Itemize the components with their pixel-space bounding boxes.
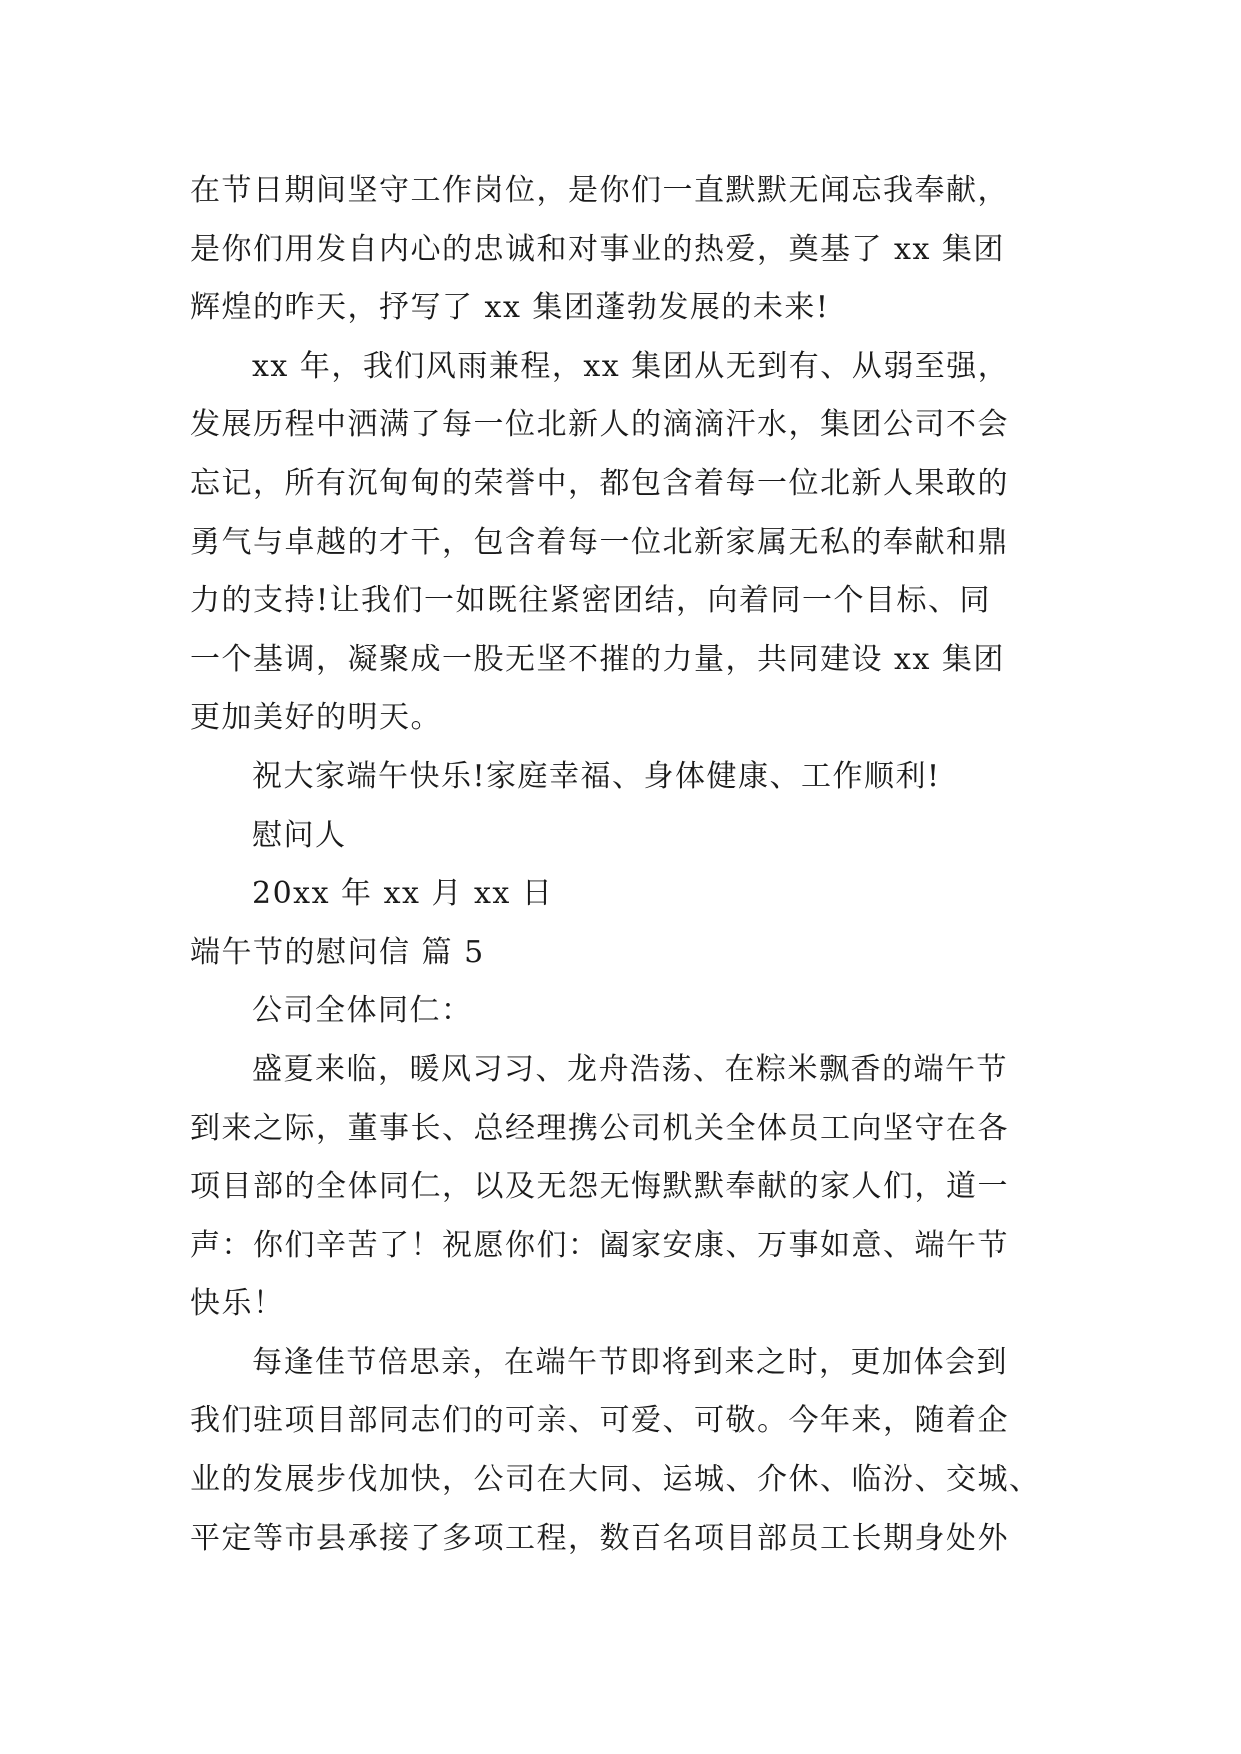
text-line: 辉煌的昨天，抒写了 xx 集团蓬勃发展的未来! [190,290,830,326]
text-line: 声：你们辛苦了！祝愿你们：阖家安康、万事如意、端午节 [190,1227,1009,1263]
text-line: 祝大家端午快乐!家庭幸福、身体健康、工作顺利! [252,758,941,794]
text-line: 盛夏来临，暖风习习、龙舟浩荡、在粽米飘香的端午节 [252,1051,1008,1087]
text-line: 在节日期间坚守工作岗位，是你们一直默默无闻忘我奉献， [190,173,1009,208]
text-line: 发展历程中洒满了每一位北新人的滴滴汗水，集团公司不会 [190,407,1009,443]
signature-line: 慰问人 [252,817,347,853]
text-line: 忘记，所有沉甸甸的荣誉中，都包含着每一位北新人果敢的 [190,465,1009,501]
text-line: 力的支持!让我们一如既往紧密团结，向着同一个目标、同 [190,583,992,619]
document-body [190,162,1056,1568]
text-line: 业的发展步伐加快，公司在大同、运城、介休、临汾、交城、 [190,1462,1041,1498]
text-line: 更加美好的明天。 [190,700,442,736]
salutation-line: 公司全体同仁： [252,993,473,1029]
text-line: 我们驻项目部同志们的可亲、可爱、可敬。今年来，随着企 [190,1403,1009,1439]
text-line: 每逢佳节倍思亲，在端午节即将到来之时，更加体会到 [252,1344,1008,1380]
text-line: 一个基调，凝聚成一股无坚不摧的力量，共同建设 xx 集团 [190,641,1005,677]
text-line: xx 年，我们风雨兼程，xx 集团从无到有、从弱至强， [252,348,1010,384]
text-line: 是你们用发自内心的忠诚和对事业的热爱，奠基了 xx 集团 [190,231,1005,267]
date-line: 20xx 年 xx 月 xx 日 [252,876,554,912]
text-line: 快乐！ [190,1286,285,1322]
text-line: 到来之际，董事长、总经理携公司机关全体员工向坚守在各 [190,1110,1009,1146]
section-heading: 端午节的慰问信 篇 5 [190,934,485,970]
text-line: 平定等市县承接了多项工程，数百名项目部员工长期身处外 [190,1520,1009,1556]
text-line: 勇气与卓越的才干，包含着每一位北新家属无私的奉献和鼎 [190,524,1009,560]
text-line: 项目部的全体同仁，以及无怨无悔默默奉献的家人们，道一 [190,1169,1009,1205]
